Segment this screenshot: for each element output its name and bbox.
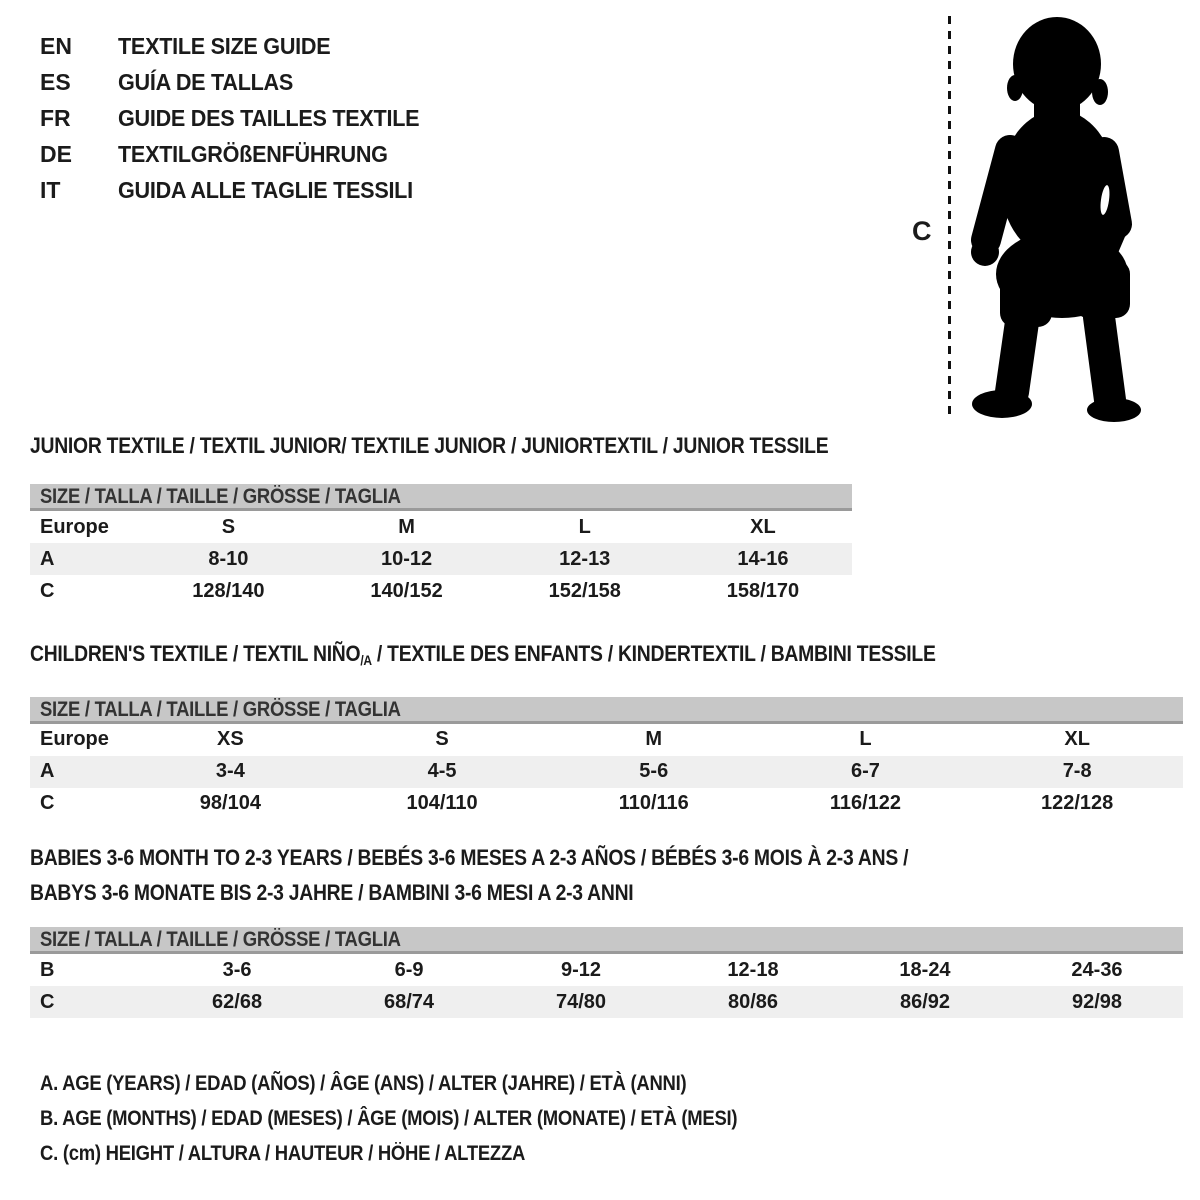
language-code: DE (40, 140, 72, 167)
size-header-bar (30, 484, 852, 511)
table-cell: 116/122 (829, 792, 902, 815)
table-cell: M (645, 728, 663, 751)
row-label: Europe (40, 515, 109, 538)
heading-part-post: / TEXTILE DES ENFANTS / KINDERTEXTIL / BAMBINI TESSILE (371, 641, 936, 666)
height-dashed-line (948, 16, 951, 416)
table-cell: L (578, 515, 591, 538)
legend-line-a (40, 1066, 832, 1101)
language-row (40, 136, 439, 172)
section-heading (30, 641, 1183, 674)
table-cell: 8-10 (208, 547, 249, 570)
table-cell: 68/74 (384, 990, 435, 1013)
table-row (30, 986, 1183, 1018)
table-cell: S (435, 728, 449, 751)
table-cell: 6-9 (394, 958, 424, 981)
row-label: B (40, 958, 55, 981)
row-label: C (40, 990, 55, 1013)
legend-line-c (40, 1136, 832, 1171)
table-cell: 104/110 (406, 792, 478, 815)
table-cell: 12-18 (727, 958, 779, 981)
table-cell: 10-12 (380, 547, 433, 570)
table-cell: 3-6 (222, 958, 252, 981)
legend-text: B. AGE (MONTHS) / EDAD (MESES) / ÂGE (MOIS) / ALTER (MONATE) / ETÀ (MESI) (40, 1107, 738, 1130)
table-row (30, 724, 1183, 756)
babies-size-table (30, 954, 1183, 1018)
table-cell: 3-4 (215, 760, 245, 783)
legend-text: C. (cm) HEIGHT / ALTURA / HAUTEUR / HÖHE / ALTEZZA (40, 1142, 526, 1165)
legend-line-b (40, 1101, 832, 1136)
size-header-bar (30, 697, 1183, 724)
language-title: TEXTILGRÖßENFÜHRUNG (118, 140, 388, 167)
row-label: Europe (40, 728, 109, 751)
table-cell: 62/68 (212, 990, 263, 1013)
language-title: GUÍA DE TALLAS (118, 68, 294, 95)
table-row (30, 954, 1183, 986)
section-babies-textile (30, 840, 1183, 1018)
row-label: C (40, 579, 55, 602)
table-cell: 158/170 (726, 579, 800, 602)
section-heading-line-1: BABIES 3-6 MONTH TO 2-3 YEARS / BEBÉS 3-6 MESES A 2-3 AÑOS / BÉBÉS 3-6 MOIS À 2-3 ANS / (30, 845, 909, 870)
table-cell: 74/80 (555, 990, 607, 1013)
legend-text: A. AGE (YEARS) / EDAD (AÑOS) / ÂGE (ANS) / ALTER (JAHRE) / ETÀ (ANNI) (40, 1072, 687, 1095)
table-row (30, 511, 852, 543)
size-header-text: SIZE / TALLA / TAILLE / GRÖSSE / TAGLIA (40, 485, 401, 508)
table-cell: XL (1064, 728, 1090, 751)
section-heading (30, 433, 1183, 459)
heading-part-pre: CHILDREN'S TEXTILE / TEXTIL NIÑO (30, 641, 361, 666)
size-header-text: SIZE / TALLA / TAILLE / GRÖSSE / TAGLIA (40, 928, 401, 951)
heading-part-sub: /A (360, 652, 372, 668)
table-row (30, 756, 1183, 788)
language-row (40, 172, 439, 208)
language-code: IT (40, 176, 61, 203)
table-cell: 12-13 (559, 547, 611, 570)
section-children-textile (30, 641, 1183, 820)
table-cell: 86/92 (899, 990, 951, 1013)
table-cell: L (859, 728, 872, 751)
toddler-silhouette-icon (958, 12, 1148, 422)
language-code: FR (40, 104, 71, 131)
section-heading (30, 840, 1183, 910)
table-row (30, 575, 852, 607)
table-cell: 140/152 (370, 579, 443, 602)
section-heading-text (30, 641, 936, 674)
language-row (40, 28, 439, 64)
language-row (40, 100, 439, 136)
table-cell: S (221, 515, 236, 538)
table-row (30, 543, 852, 575)
language-code: ES (40, 68, 71, 95)
table-cell: 92/98 (1071, 990, 1123, 1013)
table-cell: 80/86 (727, 990, 779, 1013)
measurement-legend (40, 1066, 832, 1171)
table-cell: 128/140 (192, 579, 265, 602)
table-cell: 6-7 (850, 760, 880, 783)
table-cell: 5-6 (639, 760, 669, 783)
row-label: A (40, 547, 55, 570)
table-cell: 122/128 (1040, 792, 1114, 815)
table-cell: 9-12 (561, 958, 602, 981)
table-cell: 24-36 (1071, 958, 1123, 981)
table-cell: 14-16 (737, 547, 789, 570)
section-heading-line-2: BABYS 3-6 MONATE BIS 2-3 JAHRE / BAMBINI 3-6 MESI A 2-3 ANNI (30, 880, 634, 905)
table-cell: 98/104 (199, 792, 261, 815)
table-cell: 152/158 (548, 579, 621, 602)
table-cell: M (398, 515, 415, 538)
language-title: GUIDA ALLE TAGLIE TESSILI (118, 176, 413, 203)
row-label: A (40, 760, 55, 783)
junior-size-table (30, 511, 852, 607)
language-row (40, 64, 439, 100)
table-cell: 4-5 (427, 760, 457, 783)
table-cell: 7-8 (1062, 760, 1092, 783)
table-cell: 110/116 (618, 792, 689, 815)
section-junior-textile (30, 433, 1183, 607)
table-row (30, 788, 1183, 820)
language-title-list (40, 28, 439, 208)
language-title: TEXTILE SIZE GUIDE (118, 32, 331, 59)
size-header-text: SIZE / TALLA / TAILLE / GRÖSSE / TAGLIA (40, 697, 401, 721)
row-label: C (40, 792, 55, 815)
children-size-table (30, 724, 1183, 820)
table-cell: 18-24 (899, 958, 951, 981)
table-cell: XL (750, 515, 776, 538)
section-heading-text: JUNIOR TEXTILE / TEXTIL JUNIOR/ TEXTILE JUNIOR / JUNIORTEXTIL / JUNIOR TESSILE (30, 433, 829, 458)
table-cell: XS (217, 728, 244, 751)
size-header-bar (30, 927, 1183, 954)
language-title: GUIDE DES TAILLES TEXTILE (118, 104, 420, 131)
language-code: EN (40, 32, 72, 59)
height-measure-label: C (912, 216, 932, 246)
